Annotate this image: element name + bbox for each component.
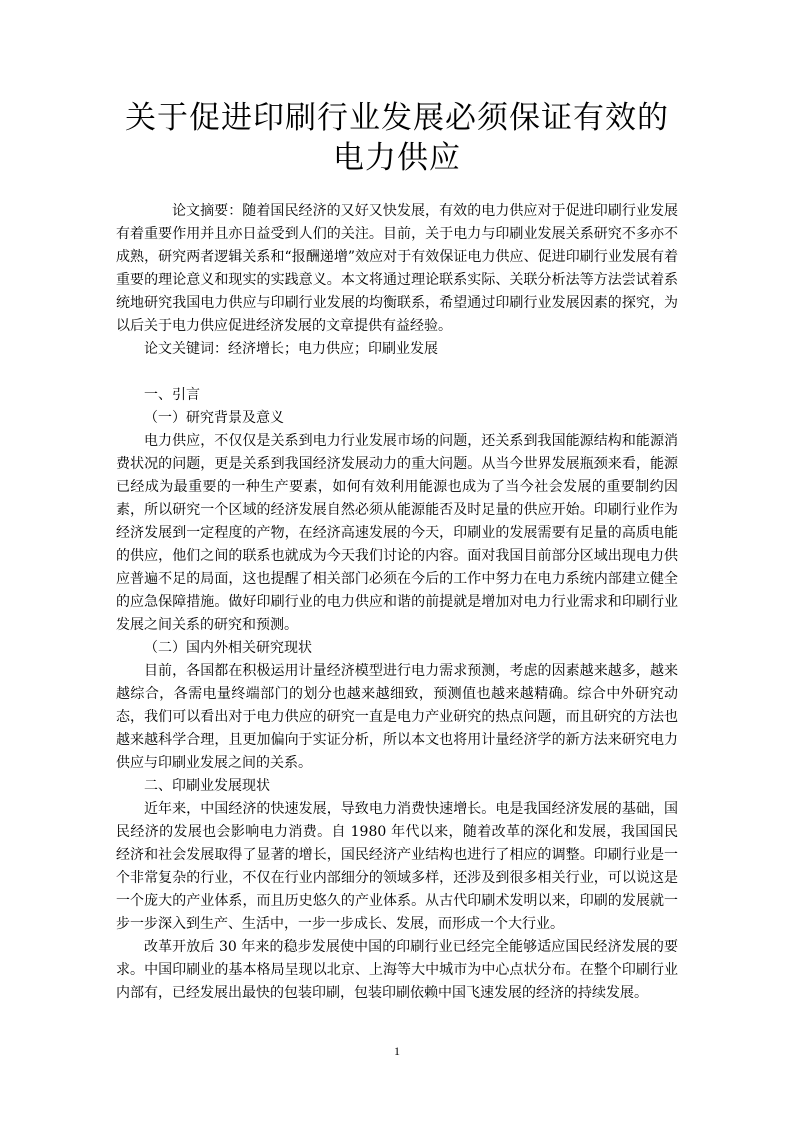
document-title	[110, 98, 684, 178]
section-heading-introduction: 一、引言	[144, 387, 200, 403]
body-paragraph: 电力供应，不仅仅是关系到电力行业发展市场的问题，还关系到我国能源结构和能源消费状况的问题，更是关系到我国经济发展动力的重大问题。从当今世界发展瓶颈来看，能源已经成为最重要的一种生产要素，如何有效利用能源也成为了当今社会发展的重要制约因素，所以研究一个区域的经济发展自然必须从能源能否及时足量的供应开始。印刷行业作为经济发展到一定程度的产物，在经济高速发展的今天，印刷业的发展需要有足量的高质电能的供应，他们之间的联系也就成为今天我们讨论的内容。面对我国目前部分区域出现电力供应普遍不足的局面，这也提醒了相关部门必须在今后的工作中努力在电力系统内部建立健全的应急保障措施。做好印刷行业的电力供应和谐的前提就是增加对电力行业需求和印刷行业发展之间关系的研究和预测。	[116, 433, 678, 633]
title-line-2: 电力供应	[333, 140, 461, 176]
body-paragraph: 目前，各国都在积极运用计量经济模型进行电力需求预测，考虑的因素越来越多，越来越综合，各需电量终端部门的划分也越来越细致，预测值也越来越精确。综合中外研究动态，我们可以看出对于电力供应的研究一直是电力产业研究的热点问题，而且研究的方法也越来越科学合理，且更加偏向于实证分析，所以本文也将用计量经济学的新方法来研究电力供应与印刷业发展之间的关系。	[116, 663, 678, 771]
abstract-paragraph: 论文摘要：随着国民经济的又好又快发展，有效的电力供应对于促进印刷行业发展有着重要作用并且亦日益受到人们的关注。目前，关于电力与印刷业发展关系研究不多亦不成熟，研究两者逻辑关系和“报酬递增”效应对于有效保证电力供应、促进印刷行业发展有着重要的理论意义和现实的实践意义。本文将通过理论联系实际、关联分析法等方法尝试着系统地研究我国电力供应与印刷行业发展的均衡联系，希望通过印刷行业发展因素的探究，为以后关于电力供应促进经济发展的文章提供有益经验。	[116, 203, 678, 334]
body-paragraph: 改革开放后 30 年来的稳步发展使中国的印刷行业已经完全能够适应国民经济发展的要求。中国印刷业的基本格局呈现以北京、上海等大中城市为中心点状分布。在整个印刷行业内部有，已经发展出最快的包装印刷，包装印刷依赖中国飞速发展的经济的持续发展。	[116, 939, 678, 1001]
page-number: 1	[394, 1044, 400, 1058]
subsection-heading-research-status: （二）国内外相关研究现状	[144, 640, 312, 656]
subsection-heading-background: （一）研究背景及意义	[144, 410, 284, 426]
title-line-1: 关于促进印刷行业发展必须保证有效的	[125, 100, 669, 136]
keywords-paragraph: 论文关键词：经济增长；电力供应；印刷业发展	[144, 341, 438, 357]
document-body	[116, 200, 678, 1005]
body-paragraph: 近年来，中国经济的快速发展，导致电力消费快速增长。电是我国经济发展的基础，国民经济的发展也会影响电力消费。自 1980 年代以来，随着改革的深化和发展，我国国民经济和社会发展取得了显著的增长，国民经济产业结构也进行了相应的调整。印刷行业是一个非常复杂的行业，不仅在行业内部细分的领域多样，还涉及到很多相关行业，可以说这是一个庞大的产业体系，而且历史悠久的产业体系。从古代印刷术发明以来，印刷的发展就一步一步深入到生产、生活中，一步一步成长、发展，而形成一个大行业。	[116, 801, 678, 932]
section-heading-printing-status: 二、印刷业发展现状	[144, 778, 270, 794]
